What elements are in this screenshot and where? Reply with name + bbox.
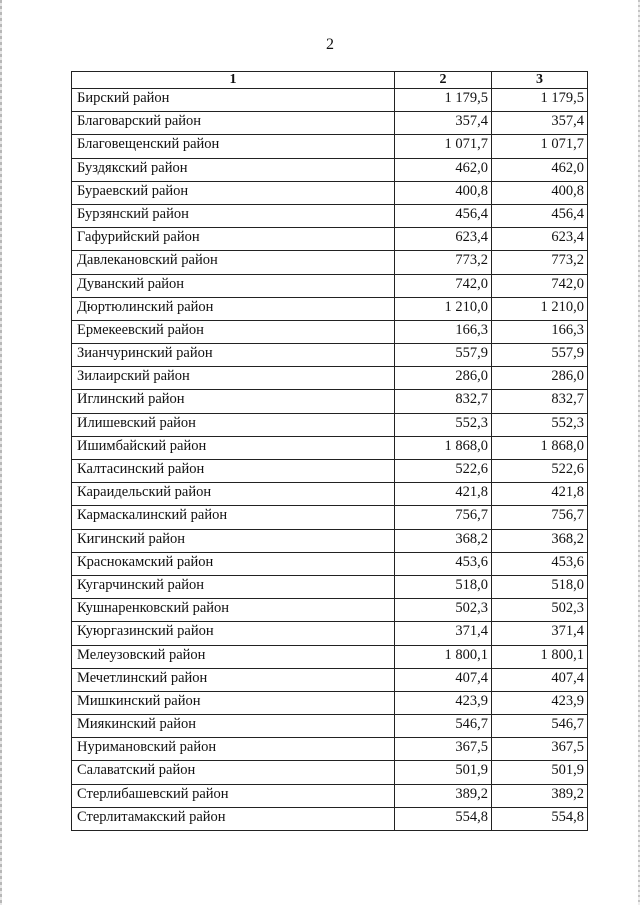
district-name-cell: Дуванский район <box>72 274 395 297</box>
table-row <box>72 135 588 158</box>
value-col-2-cell: 623,4 <box>395 228 492 251</box>
district-name-cell: Мечетлинский район <box>72 668 395 691</box>
table-row <box>72 599 588 622</box>
value-col-3-cell: 389,2 <box>492 784 588 807</box>
value-col-2-cell: 518,0 <box>395 575 492 598</box>
district-name-cell: Бураевский район <box>72 181 395 204</box>
value-col-3-cell: 166,3 <box>492 320 588 343</box>
district-name-cell: Мишкинский район <box>72 691 395 714</box>
value-col-2-cell: 423,9 <box>395 691 492 714</box>
value-col-2-cell: 1 210,0 <box>395 297 492 320</box>
value-col-2-cell: 367,5 <box>395 738 492 761</box>
table-row <box>72 112 588 135</box>
value-col-2-cell: 546,7 <box>395 715 492 738</box>
district-name-cell: Кармаскалинский район <box>72 506 395 529</box>
value-col-3-cell: 1 179,5 <box>492 89 588 112</box>
column-header-2: 2 <box>395 72 492 89</box>
table-row <box>72 89 588 112</box>
value-col-2-cell: 742,0 <box>395 274 492 297</box>
value-col-2-cell: 832,7 <box>395 390 492 413</box>
district-name-cell: Буздякский район <box>72 158 395 181</box>
value-col-3-cell: 453,6 <box>492 552 588 575</box>
value-col-2-cell: 1 179,5 <box>395 89 492 112</box>
value-col-3-cell: 371,4 <box>492 622 588 645</box>
district-name-cell: Бирский район <box>72 89 395 112</box>
column-header-3: 3 <box>492 72 588 89</box>
value-col-2-cell: 756,7 <box>395 506 492 529</box>
district-name-cell: Зианчуринский район <box>72 344 395 367</box>
value-col-2-cell: 368,2 <box>395 529 492 552</box>
district-name-cell: Зилаирский район <box>72 367 395 390</box>
table-row <box>72 506 588 529</box>
value-col-3-cell: 546,7 <box>492 715 588 738</box>
page-number: 2 <box>326 36 334 53</box>
table-row <box>72 483 588 506</box>
value-col-3-cell: 357,4 <box>492 112 588 135</box>
district-name-cell: Кушнаренковский район <box>72 599 395 622</box>
table-row <box>72 344 588 367</box>
value-col-2-cell: 286,0 <box>395 367 492 390</box>
table-row <box>72 204 588 227</box>
district-name-cell: Калтасинский район <box>72 460 395 483</box>
value-col-3-cell: 400,8 <box>492 181 588 204</box>
table-row <box>72 738 588 761</box>
value-col-3-cell: 286,0 <box>492 367 588 390</box>
value-col-2-cell: 502,3 <box>395 599 492 622</box>
district-name-cell: Ермекеевский район <box>72 320 395 343</box>
table-row <box>72 715 588 738</box>
table-row <box>72 575 588 598</box>
value-col-3-cell: 773,2 <box>492 251 588 274</box>
district-name-cell: Мелеузовский район <box>72 645 395 668</box>
district-name-cell: Кигинский район <box>72 529 395 552</box>
value-col-2-cell: 456,4 <box>395 204 492 227</box>
value-col-3-cell: 423,9 <box>492 691 588 714</box>
district-name-cell: Благовещенский район <box>72 135 395 158</box>
table-row <box>72 390 588 413</box>
district-name-cell: Давлекановский район <box>72 251 395 274</box>
table-row <box>72 691 588 714</box>
district-name-cell: Бурзянский район <box>72 204 395 227</box>
district-name-cell: Куюргазинский район <box>72 622 395 645</box>
table-row <box>72 668 588 691</box>
value-col-2-cell: 554,8 <box>395 807 492 830</box>
district-name-cell: Иглинский район <box>72 390 395 413</box>
table-row <box>72 784 588 807</box>
district-name-cell: Кугарчинский район <box>72 575 395 598</box>
table-row <box>72 552 588 575</box>
value-col-3-cell: 518,0 <box>492 575 588 598</box>
value-col-2-cell: 371,4 <box>395 622 492 645</box>
value-col-2-cell: 421,8 <box>395 483 492 506</box>
value-col-2-cell: 389,2 <box>395 784 492 807</box>
district-name-cell: Дюртюлинский район <box>72 297 395 320</box>
value-col-2-cell: 1 800,1 <box>395 645 492 668</box>
table-row <box>72 529 588 552</box>
district-name-cell: Благоварский район <box>72 112 395 135</box>
value-col-3-cell: 502,3 <box>492 599 588 622</box>
value-col-2-cell: 407,4 <box>395 668 492 691</box>
value-col-3-cell: 742,0 <box>492 274 588 297</box>
value-col-3-cell: 1 868,0 <box>492 436 588 459</box>
value-col-2-cell: 773,2 <box>395 251 492 274</box>
value-col-2-cell: 522,6 <box>395 460 492 483</box>
value-col-3-cell: 407,4 <box>492 668 588 691</box>
value-col-2-cell: 357,4 <box>395 112 492 135</box>
table-row <box>72 274 588 297</box>
district-table <box>71 71 588 831</box>
value-col-2-cell: 1 071,7 <box>395 135 492 158</box>
value-col-3-cell: 522,6 <box>492 460 588 483</box>
table-row <box>72 413 588 436</box>
district-name-cell: Стерлитамакский район <box>72 807 395 830</box>
value-col-3-cell: 554,8 <box>492 807 588 830</box>
value-col-3-cell: 367,5 <box>492 738 588 761</box>
district-name-cell: Илишевский район <box>72 413 395 436</box>
district-name-cell: Миякинский район <box>72 715 395 738</box>
value-col-3-cell: 1 800,1 <box>492 645 588 668</box>
value-col-2-cell: 501,9 <box>395 761 492 784</box>
table-row <box>72 181 588 204</box>
value-col-2-cell: 453,6 <box>395 552 492 575</box>
value-col-3-cell: 462,0 <box>492 158 588 181</box>
table-row <box>72 158 588 181</box>
column-header-1: 1 <box>72 72 395 89</box>
table-row <box>72 367 588 390</box>
table-row <box>72 251 588 274</box>
value-col-2-cell: 400,8 <box>395 181 492 204</box>
table-row <box>72 460 588 483</box>
scan-edge-left <box>0 0 2 905</box>
value-col-2-cell: 552,3 <box>395 413 492 436</box>
table-row <box>72 320 588 343</box>
value-col-3-cell: 552,3 <box>492 413 588 436</box>
table-row <box>72 761 588 784</box>
value-col-2-cell: 166,3 <box>395 320 492 343</box>
table-row <box>72 297 588 320</box>
value-col-3-cell: 501,9 <box>492 761 588 784</box>
district-name-cell: Краснокамский район <box>72 552 395 575</box>
district-name-cell: Стерлибашевский район <box>72 784 395 807</box>
district-name-cell: Гафурийский район <box>72 228 395 251</box>
district-name-cell: Салаватский район <box>72 761 395 784</box>
value-col-3-cell: 421,8 <box>492 483 588 506</box>
district-name-cell: Ишимбайский район <box>72 436 395 459</box>
table-body <box>72 89 588 831</box>
value-col-2-cell: 462,0 <box>395 158 492 181</box>
table-row <box>72 228 588 251</box>
table-header-row <box>72 72 588 89</box>
value-col-3-cell: 623,4 <box>492 228 588 251</box>
value-col-3-cell: 368,2 <box>492 529 588 552</box>
value-col-2-cell: 557,9 <box>395 344 492 367</box>
table-row <box>72 622 588 645</box>
value-col-3-cell: 557,9 <box>492 344 588 367</box>
value-col-3-cell: 1 071,7 <box>492 135 588 158</box>
table-row <box>72 807 588 830</box>
value-col-3-cell: 756,7 <box>492 506 588 529</box>
value-col-3-cell: 456,4 <box>492 204 588 227</box>
table-row <box>72 436 588 459</box>
value-col-3-cell: 832,7 <box>492 390 588 413</box>
value-col-2-cell: 1 868,0 <box>395 436 492 459</box>
value-col-3-cell: 1 210,0 <box>492 297 588 320</box>
table-row <box>72 645 588 668</box>
district-name-cell: Караидельский район <box>72 483 395 506</box>
district-name-cell: Нуримановский район <box>72 738 395 761</box>
